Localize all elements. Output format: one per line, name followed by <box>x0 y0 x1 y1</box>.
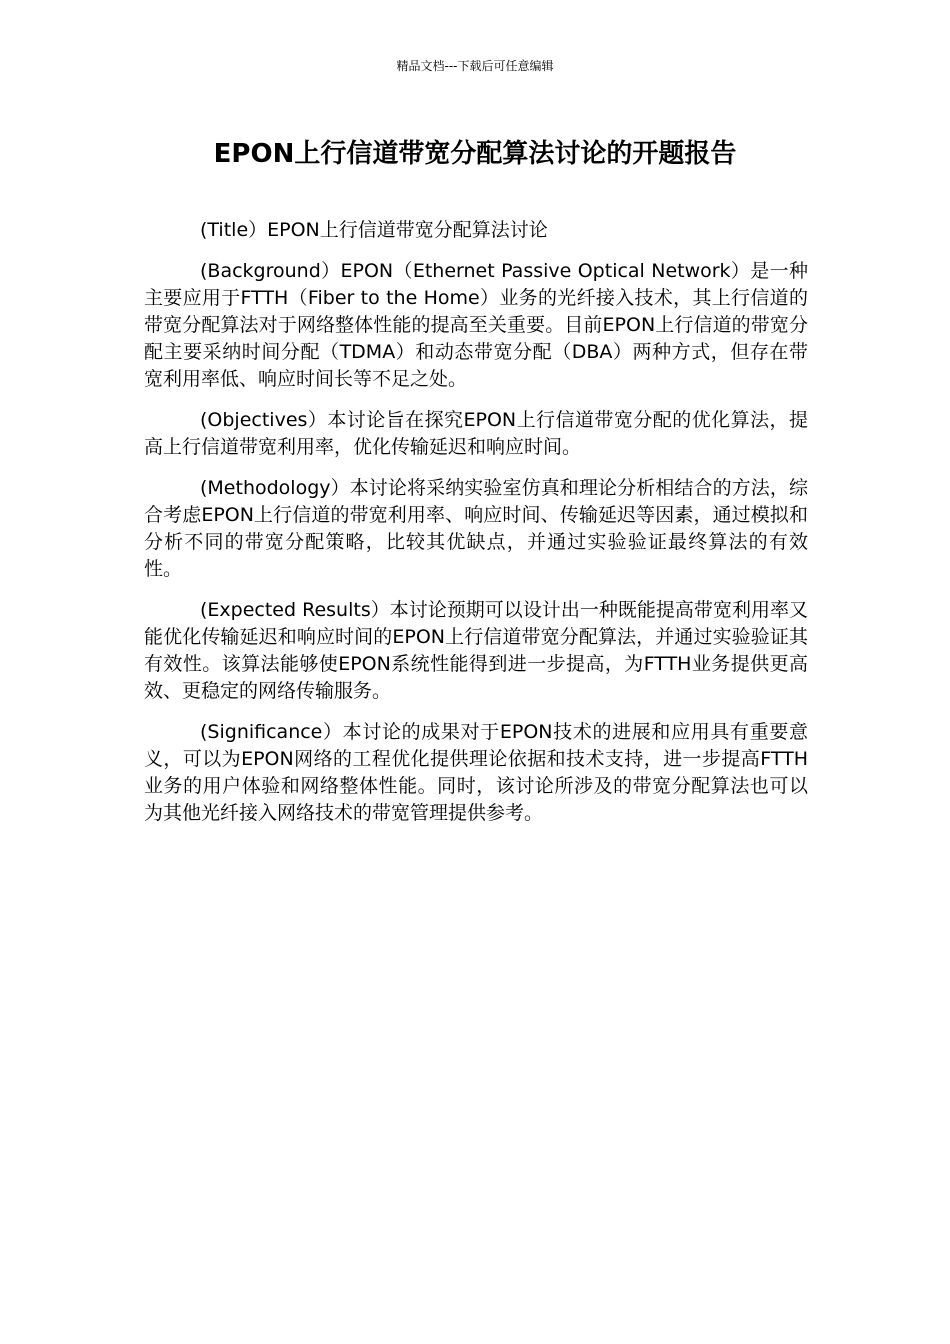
document-title: EPON上行信道带宽分配算法讨论的开题报告 <box>213 139 737 169</box>
paragraph-methodology: (Methodology）本讨论将采纳实验室仿真和理论分析相结合的方法，综合考虑EPON上行信道的带宽利用率、响应时间、传输延迟等因素，通过模拟和分析不同的带宽分配策略，比较其优缺点，并通过实验验证最终算法的有效性。 <box>144 477 808 580</box>
paragraph-title: (Title）EPON上行信道带宽分配算法讨论 <box>200 219 548 241</box>
paragraph-significance: (Significance）本讨论的成果对于EPON技术的进展和应用具有重要意义，可以为EPON网络的工程优化提供理论依据和技术支持，进一步提高FTTH业务的用户体验和网络整体性能。同时，该讨论所涉及的带宽分配算法也可以为其他光纤接入网络技术的带宽管理提供参考。 <box>144 721 808 824</box>
header-note: 精品文档---下载后可任意编辑 <box>396 59 554 73</box>
paragraph-objectives: (Objectives）本讨论旨在探究EPON上行信道带宽分配的优化算法，提高上行信道带宽利用率，优化传输延迟和响应时间。 <box>144 409 808 458</box>
paragraph-background: (Background）EPON（Ethernet Passive Optical Network）是一种主要应用于FTTH（Fiber to the Home）业务的光纤接入技术，其上行信道的带宽分配算法对于网络整体性能的提高至关重要。目前EPON上行信道的带宽分配主要采纳时间分配（TDMA）和动态带宽分配（DBA）两种方式，但存在带宽利用率低、响应时间长等不足之处。 <box>144 260 808 390</box>
paragraph-expected-results: (Expected Results）本讨论预期可以设计出一种既能提高带宽利用率又能优化传输延迟和响应时间的EPON上行信道带宽分配算法，并通过实验验证其有效性。该算法能够使EPON系统性能得到进一步提高，为FTTH业务提供更高效、更稳定的网络传输服务。 <box>144 599 808 702</box>
document-body <box>144 217 808 841</box>
